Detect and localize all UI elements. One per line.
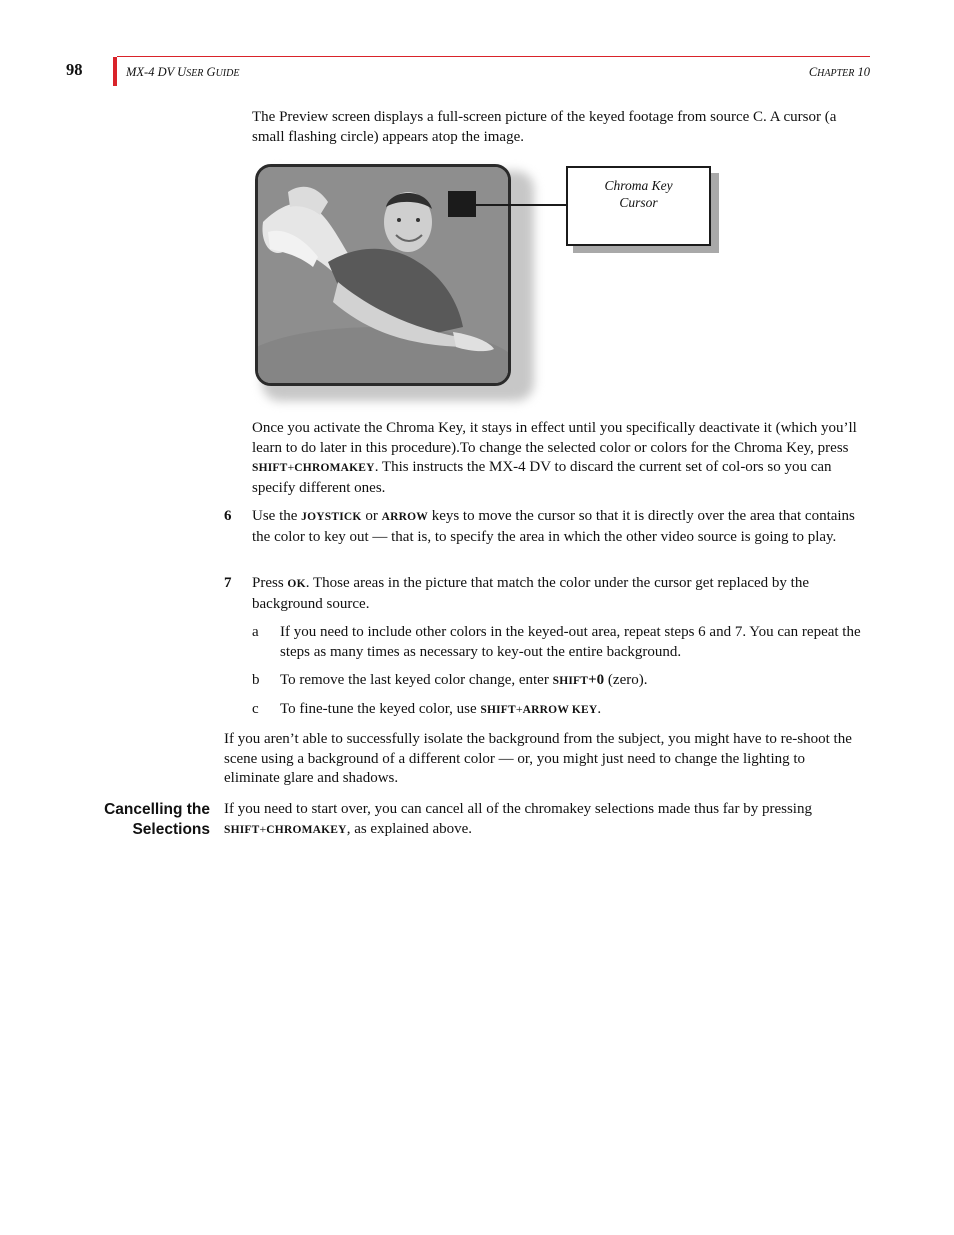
key-shift: SHIFT bbox=[552, 675, 589, 687]
chroma-key-cursor-marker bbox=[448, 191, 476, 217]
isolation-paragraph: If you aren’t able to successfully isolate the background from the subject, you might have to re-shoot the scene using a background of a different color — or, you might just need to change the lighting to eliminate glare and shadows. bbox=[224, 731, 852, 787]
step-7-number: 7 bbox=[224, 575, 232, 591]
key-chromakey: CHROMAKEY bbox=[294, 462, 375, 475]
key-shift: SHIFT bbox=[480, 704, 516, 716]
key-chromakey: CHROMAKEY bbox=[266, 823, 347, 836]
callout-line-1: Chroma Key bbox=[604, 178, 673, 193]
chroma-key-cursor-callout bbox=[566, 166, 711, 246]
key-shift: SHIFT bbox=[252, 462, 288, 475]
intro-paragraph: The Preview screen displays a full-screen picture of the keyed footage from source C. A cursor (a small flashing circle) appears atop the image. bbox=[252, 109, 837, 145]
page-number: 98 bbox=[66, 60, 83, 79]
header-rule bbox=[117, 56, 870, 57]
substep-b-letter: b bbox=[252, 672, 260, 688]
callout-line-2: Cursor bbox=[619, 195, 658, 210]
key-zero: +0 bbox=[588, 672, 605, 688]
substep-c-text: To fine-tune the keyed color, use SHIFT+ARROW KEY. bbox=[280, 701, 602, 717]
step-7-text: Press OK. Those areas in the picture that match the color under the cursor get replaced by the background source. bbox=[252, 575, 809, 612]
substep-c-letter: c bbox=[252, 701, 259, 717]
substep-b-text: To remove the last keyed color change, enter SHIFT+0 (zero). bbox=[280, 672, 648, 688]
callout-leader-line bbox=[476, 204, 568, 206]
chroma-key-active-paragraph: Once you activate the Chroma Key, it stays in effect until you specifically deactivate it (which you’ll learn to do later in this procedure).To change the selected color or colors for the Chroma Key, press SHIFT+CHROMAKEY. This instructs the MX-4 DV to discard the current set of col-ors so you can specify different ones. bbox=[252, 420, 857, 496]
substep-a-letter: a bbox=[252, 624, 259, 640]
key-arrow: ARROW bbox=[381, 511, 428, 523]
key-shift: SHIFT bbox=[224, 823, 260, 836]
section-heading-cancelling: Cancelling the Selections bbox=[104, 801, 210, 838]
header-accent-bar bbox=[113, 57, 117, 86]
cancelling-paragraph: If you need to start over, you can cancel all of the chromakey selections made thus far by pressing SHIFT+CHROMAKEY, as explained above. bbox=[224, 801, 812, 837]
key-ok: OK bbox=[287, 578, 306, 590]
step-6-text: Use the JOYSTICK or ARROW keys to move the cursor so that it is directly over the area that contains the color to key out — that is, to specify the area in which the other video source is going to play. bbox=[252, 508, 855, 545]
key-joystick: JOYSTICK bbox=[301, 511, 362, 523]
key-arrow-key: ARROW KEY bbox=[522, 704, 598, 716]
running-header-chapter: CHAPTER 10 bbox=[808, 65, 870, 79]
substep-a-text: If you need to include other colors in the keyed-out area, repeat steps 6 and 7. You can repeat the steps as many times as necessary to key-out the entire background. bbox=[280, 624, 861, 660]
step-6-number: 6 bbox=[224, 508, 232, 524]
running-header-guide-title: MX-4 DV USER GUIDE bbox=[126, 65, 240, 79]
